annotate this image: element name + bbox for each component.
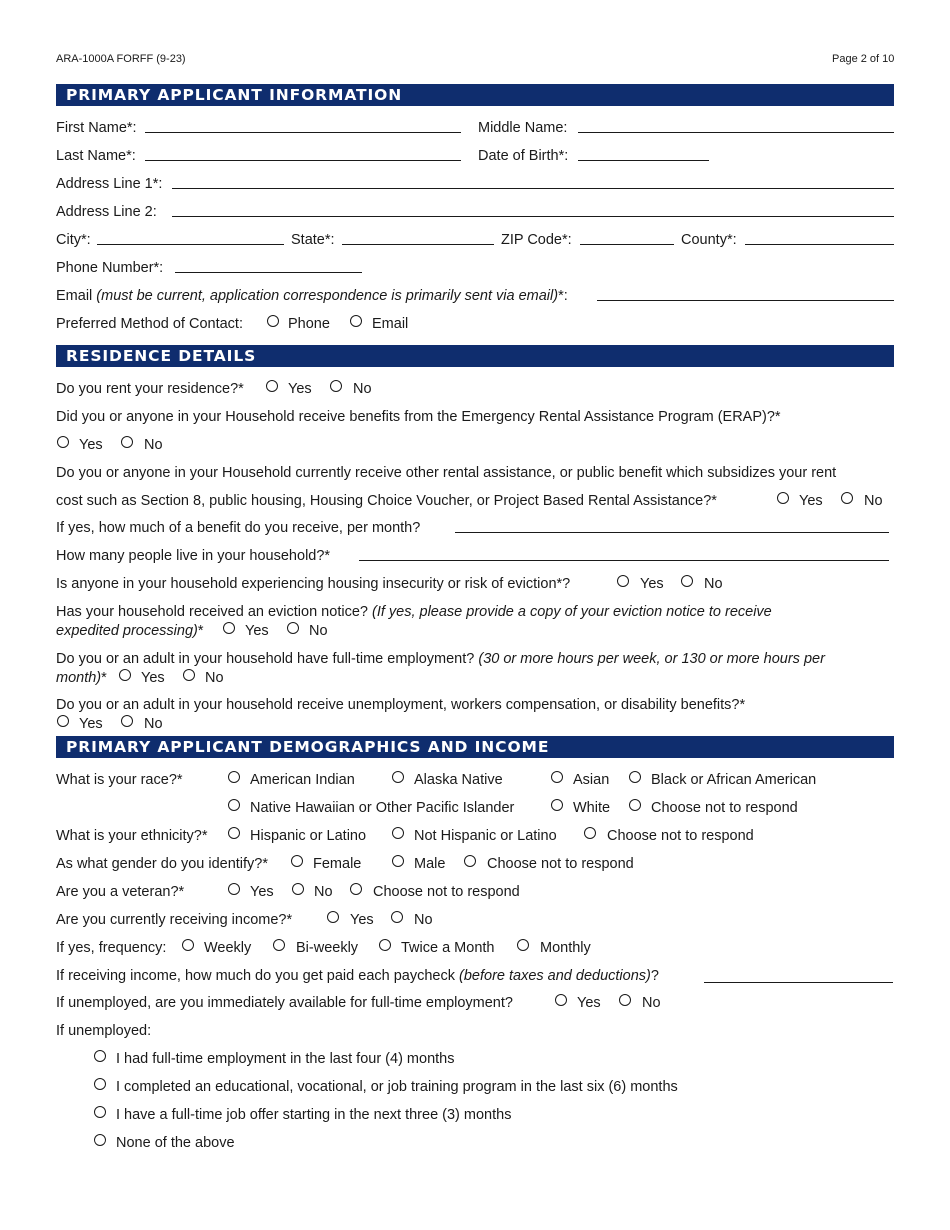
race-white-label: White (573, 800, 611, 816)
unemployed-option-1-label: I had full-time employment in the last four (4) months (116, 1051, 455, 1067)
housing-insecurity-yes-label: Yes (640, 576, 664, 592)
first-name-label: First Name*: (56, 120, 137, 136)
frequency-biweekly-radio[interactable] (273, 939, 285, 951)
paycheck-note: (before taxes and deductions) (459, 968, 651, 984)
phone-number-label: Phone Number*: (56, 260, 164, 276)
ethnicity-hispanic-radio[interactable] (228, 827, 240, 839)
state-field[interactable] (342, 244, 494, 245)
email-label (56, 288, 568, 304)
veteran-no-radio[interactable] (292, 883, 304, 895)
gender-no-response-radio[interactable] (464, 855, 476, 867)
section-demographics-and-income: PRIMARY APPLICANT DEMOGRAPHICS AND INCOME (56, 736, 894, 758)
housing-insecurity-yes-radio[interactable] (617, 575, 629, 587)
available-no-label: No (642, 995, 661, 1011)
gender-male-label: Male (414, 856, 446, 872)
veteran-no-response-label: Choose not to respond (373, 884, 520, 900)
fulltime-employment-required-mark: * (101, 670, 107, 686)
veteran-label: Are you a veteran?* (56, 884, 185, 900)
unemployed-option-3-label: I have a full-time job offer starting in the next three (3) months (116, 1107, 512, 1123)
race-white-radio[interactable] (551, 799, 563, 811)
rent-question: Do you rent your residence?* (56, 381, 244, 397)
household-size-label: How many people live in your household?* (56, 548, 331, 564)
eviction-notice-note-2: expedited processing) (56, 623, 198, 639)
address-line-1-field[interactable] (172, 188, 894, 189)
paycheck-label-text: If receiving income, how much do you get paid each paycheck (56, 968, 455, 984)
gender-female-radio[interactable] (291, 855, 303, 867)
eviction-notice-question (56, 604, 772, 620)
eviction-notice-no-radio[interactable] (287, 622, 299, 634)
last-name-field[interactable] (145, 160, 461, 161)
frequency-twice-a-month-label: Twice a Month (401, 940, 495, 956)
race-alaska-native-label: Alaska Native (414, 772, 503, 788)
erap-question: Did you or anyone in your Household receive benefits from the Emergency Rental Assistance Program (ERAP)?* (56, 409, 781, 425)
veteran-no-label: No (314, 884, 333, 900)
race-native-hawaiian-label: Native Hawaiian or Other Pacific Islander (250, 800, 515, 816)
race-no-response-label: Choose not to respond (651, 800, 798, 816)
fulltime-employment-no-radio[interactable] (183, 669, 195, 681)
race-american-indian-label: American Indian (250, 772, 355, 788)
other-assistance-yes-radio[interactable] (777, 492, 789, 504)
frequency-biweekly-label: Bi-weekly (296, 940, 359, 956)
gender-female-label: Female (313, 856, 362, 872)
race-black-label: Black or African American (651, 772, 817, 788)
county-label: County*: (681, 232, 737, 248)
paycheck-amount-field[interactable] (704, 982, 893, 983)
benefit-amount-label: If yes, how much of a benefit do you receive, per month? (56, 520, 421, 536)
unemployment-benefits-no-label: No (144, 716, 163, 732)
eviction-notice-question-line2 (56, 623, 204, 639)
household-size-field[interactable] (359, 560, 889, 561)
paycheck-label-suffix: ? (650, 968, 659, 984)
eviction-notice-yes-label: Yes (245, 623, 269, 639)
contact-email-radio[interactable] (350, 315, 362, 327)
contact-email-label: Email (372, 316, 409, 332)
paycheck-label (56, 968, 659, 984)
veteran-no-response-radio[interactable] (350, 883, 362, 895)
housing-insecurity-question: Is anyone in your household experiencing housing insecurity or risk of eviction*? (56, 576, 571, 592)
race-no-response-radio[interactable] (629, 799, 641, 811)
address-line-2-field[interactable] (172, 216, 894, 217)
income-yes-radio[interactable] (327, 911, 339, 923)
unemployed-option-4-radio[interactable] (94, 1134, 106, 1146)
other-assistance-no-radio[interactable] (841, 492, 853, 504)
last-name-label: Last Name*: (56, 148, 136, 164)
frequency-weekly-radio[interactable] (182, 939, 194, 951)
other-assistance-yes-label: Yes (799, 493, 823, 509)
eviction-notice-question-text: Has your household received an eviction notice? (56, 604, 368, 620)
ethnicity-not-hispanic-radio[interactable] (392, 827, 404, 839)
form-code: ARA-1000A FORFF (9-23) (56, 53, 186, 65)
state-label: State*: (291, 232, 335, 248)
address-line-1-label: Address Line 1*: (56, 176, 163, 192)
eviction-notice-required-mark: * (197, 623, 204, 639)
frequency-monthly-label: Monthly (540, 940, 591, 956)
erap-yes-radio[interactable] (57, 436, 69, 448)
income-no-label: No (414, 912, 433, 928)
unemployment-benefits-yes-label: Yes (79, 716, 103, 732)
unemployed-option-1-radio[interactable] (94, 1050, 106, 1062)
ethnicity-no-response-label: Choose not to respond (607, 828, 754, 844)
zip-code-field[interactable] (580, 244, 674, 245)
contact-phone-label: Phone (288, 316, 330, 332)
unemployed-option-3-radio[interactable] (94, 1106, 106, 1118)
county-field[interactable] (745, 244, 894, 245)
ethnicity-hispanic-label: Hispanic or Latino (250, 828, 367, 844)
gender-label: As what gender do you identify?* (56, 856, 268, 872)
unemployed-option-2-radio[interactable] (94, 1078, 106, 1090)
veteran-yes-label: Yes (250, 884, 274, 900)
contact-phone-radio[interactable] (267, 315, 279, 327)
unemployed-option-4-label: None of the above (116, 1135, 235, 1151)
dob-field[interactable] (578, 160, 709, 161)
rent-yes-label: Yes (288, 381, 312, 397)
eviction-notice-note: (If yes, please provide a copy of your eviction notice to receive (371, 604, 772, 620)
middle-name-label: Middle Name: (478, 120, 568, 136)
first-name-field[interactable] (145, 132, 461, 133)
housing-insecurity-no-label: No (704, 576, 723, 592)
race-alaska-native-radio[interactable] (392, 771, 404, 783)
address-line-2-label: Address Line 2: (56, 204, 157, 220)
city-label: City*: (56, 232, 91, 248)
race-asian-radio[interactable] (551, 771, 563, 783)
zip-code-label: ZIP Code*: (501, 232, 572, 248)
ethnicity-label: What is your ethnicity?* (56, 828, 208, 844)
rent-yes-radio[interactable] (266, 380, 278, 392)
section-primary-applicant-information: PRIMARY APPLICANT INFORMATION (56, 84, 894, 106)
erap-yes-label: Yes (79, 437, 103, 453)
email-field[interactable] (597, 300, 894, 301)
unemployed-label: If unemployed: (56, 1023, 152, 1039)
veteran-yes-radio[interactable] (228, 883, 240, 895)
email-label-text: Email (56, 288, 93, 304)
unemployed-option-2-label: I completed an educational, vocational, or job training program in the last six (6) months (116, 1079, 678, 1095)
contact-method-label: Preferred Method of Contact: (56, 316, 243, 332)
fulltime-employment-yes-radio[interactable] (119, 669, 131, 681)
eviction-notice-no-label: No (309, 623, 328, 639)
income-label: Are you currently receiving income?* (56, 912, 293, 928)
race-asian-label: Asian (573, 772, 610, 788)
email-label-suffix: *: (558, 288, 568, 304)
benefit-amount-field[interactable] (455, 532, 889, 533)
fulltime-employment-no-label: No (205, 670, 224, 686)
race-black-radio[interactable] (629, 771, 641, 783)
erap-no-label: No (144, 437, 163, 453)
fulltime-employment-question-text: Do you or an adult in your household have full-time employment? (56, 651, 475, 667)
available-no-radio[interactable] (619, 994, 631, 1006)
eviction-notice-yes-radio[interactable] (223, 622, 235, 634)
available-yes-radio[interactable] (555, 994, 567, 1006)
race-label: What is your race?* (56, 772, 183, 788)
fulltime-employment-note-2: month) (56, 670, 102, 686)
email-note: (must be current, application correspondence is primarily sent via email) (96, 288, 559, 304)
frequency-twice-a-month-radio[interactable] (379, 939, 391, 951)
frequency-label: If yes, frequency: (56, 940, 167, 956)
ethnicity-not-hispanic-label: Not Hispanic or Latino (414, 828, 557, 844)
income-yes-label: Yes (350, 912, 374, 928)
fulltime-employment-note: (30 or more hours per week, or 130 or more hours per (478, 651, 825, 667)
available-label: If unemployed, are you immediately available for full-time employment? (56, 995, 513, 1011)
dob-label: Date of Birth*: (478, 148, 569, 164)
other-assistance-question-line1: Do you or anyone in your Household currently receive other rental assistance, or public benefit which subsidizes your rent (56, 465, 837, 481)
unemployment-benefits-question: Do you or an adult in your household receive unemployment, workers compensation, or disability benefits?* (56, 697, 746, 713)
fulltime-employment-question (56, 651, 825, 667)
frequency-monthly-radio[interactable] (517, 939, 529, 951)
phone-number-field[interactable] (175, 272, 362, 273)
rent-no-radio[interactable] (330, 380, 342, 392)
city-field[interactable] (97, 244, 284, 245)
unemployment-benefits-yes-radio[interactable] (57, 715, 69, 727)
section-residence-details: RESIDENCE DETAILS (56, 345, 894, 367)
erap-no-radio[interactable] (121, 436, 133, 448)
fulltime-employment-yes-label: Yes (141, 670, 165, 686)
unemployment-benefits-no-radio[interactable] (121, 715, 133, 727)
race-american-indian-radio[interactable] (228, 771, 240, 783)
income-no-radio[interactable] (391, 911, 403, 923)
housing-insecurity-no-radio[interactable] (681, 575, 693, 587)
middle-name-field[interactable] (578, 132, 894, 133)
race-native-hawaiian-radio[interactable] (228, 799, 240, 811)
rent-no-label: No (353, 381, 372, 397)
gender-male-radio[interactable] (392, 855, 404, 867)
ethnicity-no-response-radio[interactable] (584, 827, 596, 839)
page-number: Page 2 of 10 (832, 53, 895, 65)
other-assistance-no-label: No (864, 493, 883, 509)
other-assistance-question-line2: cost such as Section 8, public housing, Housing Choice Voucher, or Project Based Rental Assistance?* (56, 493, 717, 509)
fulltime-employment-question-line2 (56, 670, 107, 686)
frequency-weekly-label: Weekly (204, 940, 252, 956)
gender-no-response-label: Choose not to respond (487, 856, 634, 872)
available-yes-label: Yes (577, 995, 601, 1011)
